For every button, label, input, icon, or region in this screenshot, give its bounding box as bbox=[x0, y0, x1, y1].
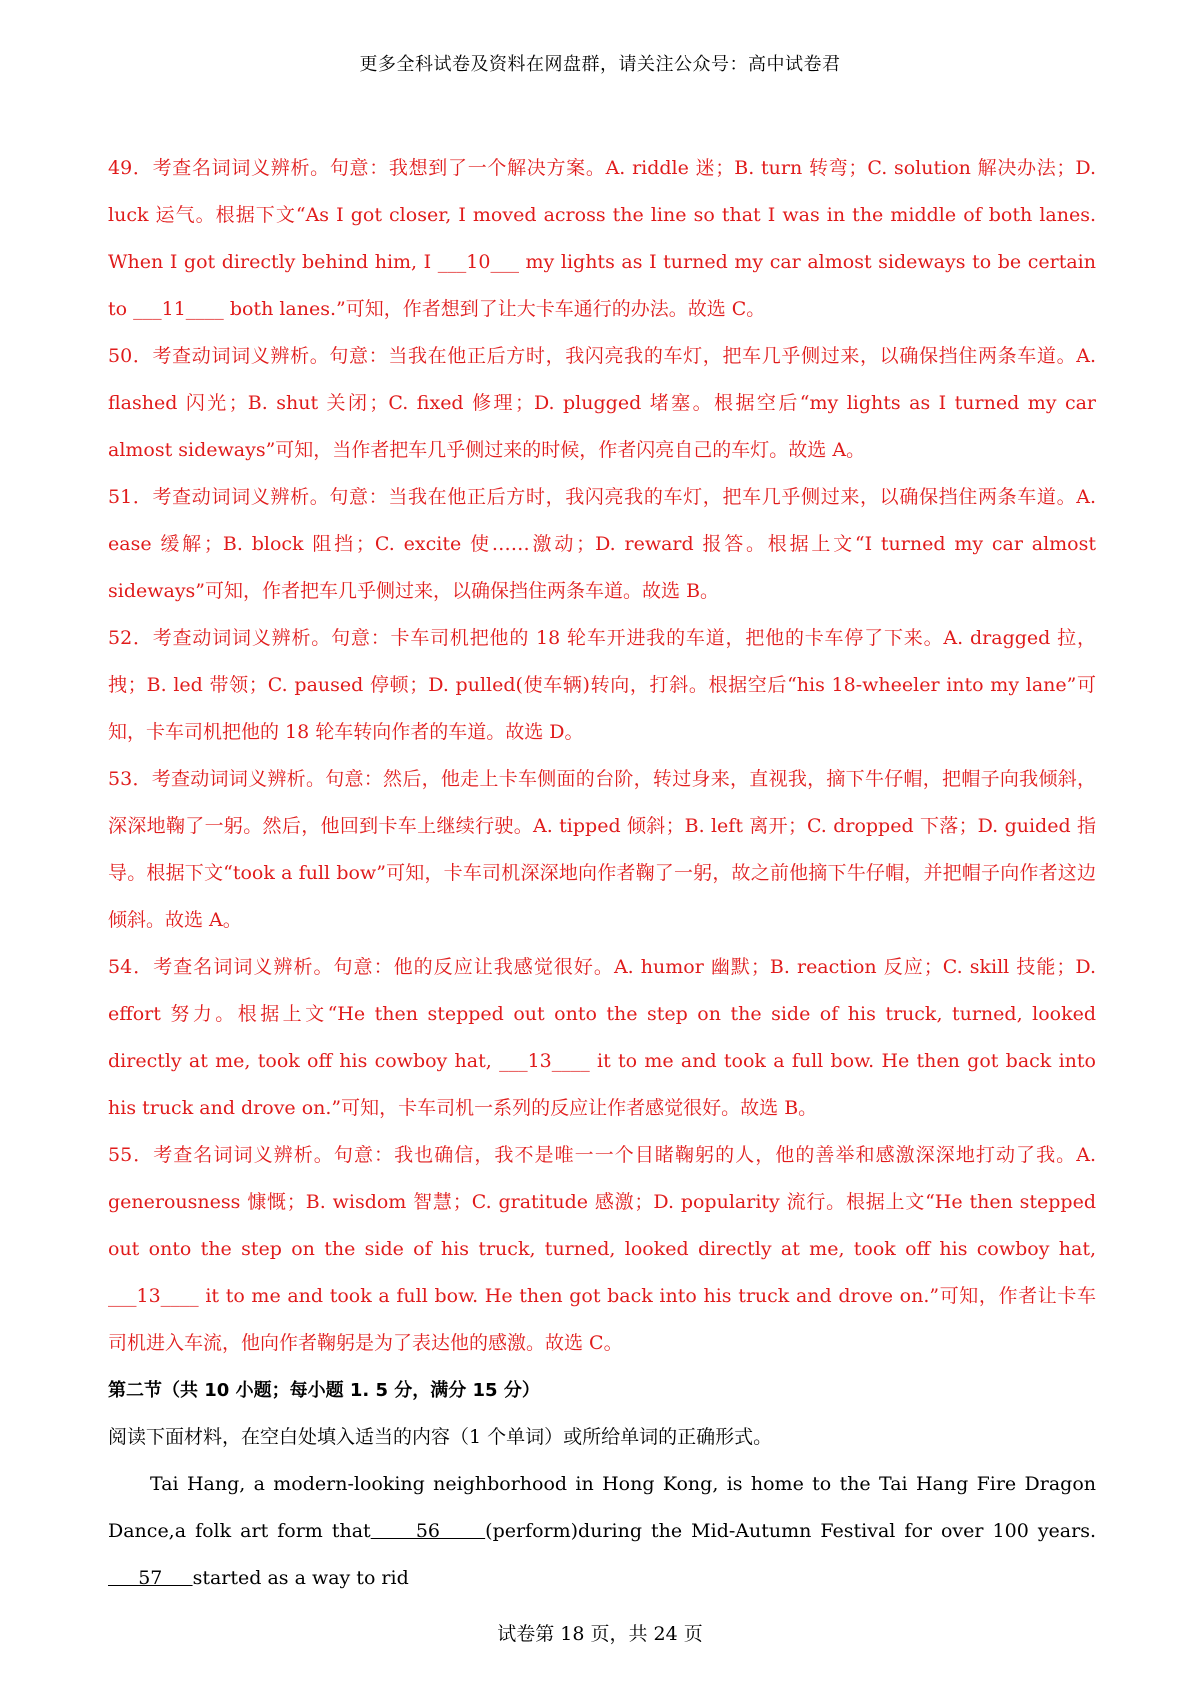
answer-51: 51．考查动词词义辨析。句意：当我在他正后方时，我闪亮我的车灯，把车几乎侧过来，以确保挡住两条车道。A. ease 缓解；B. block 阻挡；C. excite 使……激动；D. reward 报答。根据上文“I turned my car almost sideways”可知，作者把车几乎侧过来，以确保挡住两条车道。故选 B。 bbox=[108, 486, 1096, 602]
blank-56: 56 bbox=[370, 1520, 486, 1542]
answer-50: 50．考查动词词义辨析。句意：当我在他正后方时，我闪亮我的车灯，把车几乎侧过来，以确保挡住两条车道。A. flashed 闪光；B. shut 关闭；C. fixed 修理；D. plugged 堵塞。根据空后“my lights as I turned my car almost sideways”可知，当作者把车几乎侧过来的时候，作者闪亮自己的车灯。故选 A。 bbox=[108, 345, 1096, 461]
answer-53: 53．考查动词词义辨析。句意：然后，他走上卡车侧面的台阶，转过身来，直视我，摘下牛仔帽，把帽子向我倾斜，深深地鞠了一躬。然后，他回到卡车上继续行驶。A. tipped 倾斜；B. left 离开；C. dropped 下落；D. guided 指导。根据下文“took a full bow”可知，卡车司机深深地向作者鞠了一躬，故之前他摘下牛仔帽，并把帽子向作者这边倾斜。故选 A。 bbox=[108, 768, 1096, 931]
section-instruction: 阅读下面材料，在空白处填入适当的内容（1 个单词）或所给单词的正确形式。 bbox=[108, 1426, 773, 1448]
page-footer: 试卷第 18 页，共 24 页 bbox=[497, 1623, 703, 1645]
answer-55: 55．考查名词词义辨析。句意：我也确信，我不是唯一一个目睹鞠躬的人，他的善举和感激深深地打动了我。A. generousness 慷慨；B. wisdom 智慧；C. gratitude 感激；D. popularity 流行。根据上文“He then stepped out onto the step on the side of his truck, turned, looked directly at me, took off his cowboy hat, ___13____ it to me and took a full bow. He then got back into his truck and drove on.”可知，作者让卡车司机进入车流，他向作者鞠躬是为了表达他的感激。故选 C。 bbox=[108, 1144, 1096, 1354]
section-title: 第二节（共 10 小题；每小题 1. 5 分，满分 15 分） bbox=[108, 1380, 540, 1401]
page-content bbox=[108, 145, 1096, 1602]
passage-text-2: (perform)during the Mid-Autumn Festival for over 100 years. bbox=[485, 1520, 1096, 1542]
page-header: 更多全科试卷及资料在网盘群，请关注公众号：高中试卷君 bbox=[359, 54, 841, 75]
passage-text-3: started as a way to rid bbox=[192, 1567, 409, 1589]
answer-49: 49．考查名词词义辨析。句意：我想到了一个解决方案。A. riddle 迷；B. turn 转弯；C. solution 解决办法；D. luck 运气。根据下文“As I got closer, I moved across the line so that I was in the middle of both lanes. When I got directly behind him, I ___10___ my lights as I turned my car almost sideways to be certain to ___11____ both lanes.”可知，作者想到了让大卡车通行的办法。故选 C。 bbox=[108, 157, 1096, 320]
reading-passage bbox=[108, 1461, 1096, 1602]
answer-52: 52．考查动词词义辨析。句意：卡车司机把他的 18 轮车开进我的车道，把他的卡车停了下来。A. dragged 拉，拽；B. led 带领；C. paused 停顿；D. pulled(使车辆)转向，打斜。根据空后“his 18-wheeler into my lane”可知，卡车司机把他的 18 轮车转向作者的车道。故选 D。 bbox=[108, 627, 1096, 743]
answer-54: 54．考查名词词义辨析。句意：他的反应让我感觉很好。A. humor 幽默；B. reaction 反应；C. skill 技能；D. effort 努力。根据上文“He then stepped out onto the step on the side of his truck, turned, looked directly at me, took off his cowboy hat, ___13____ it to me and took a full bow. He then got back into his truck and drove on.”可知，卡车司机一系列的反应让作者感觉很好。故选 B。 bbox=[108, 956, 1096, 1119]
passage-text-1: Tai Hang, a modern-looking neighborhood in Hong Kong, is home to the Tai Hang Fire Dragon Dance,a folk art form that bbox=[108, 1473, 1096, 1542]
blank-57: 57 bbox=[108, 1567, 193, 1589]
